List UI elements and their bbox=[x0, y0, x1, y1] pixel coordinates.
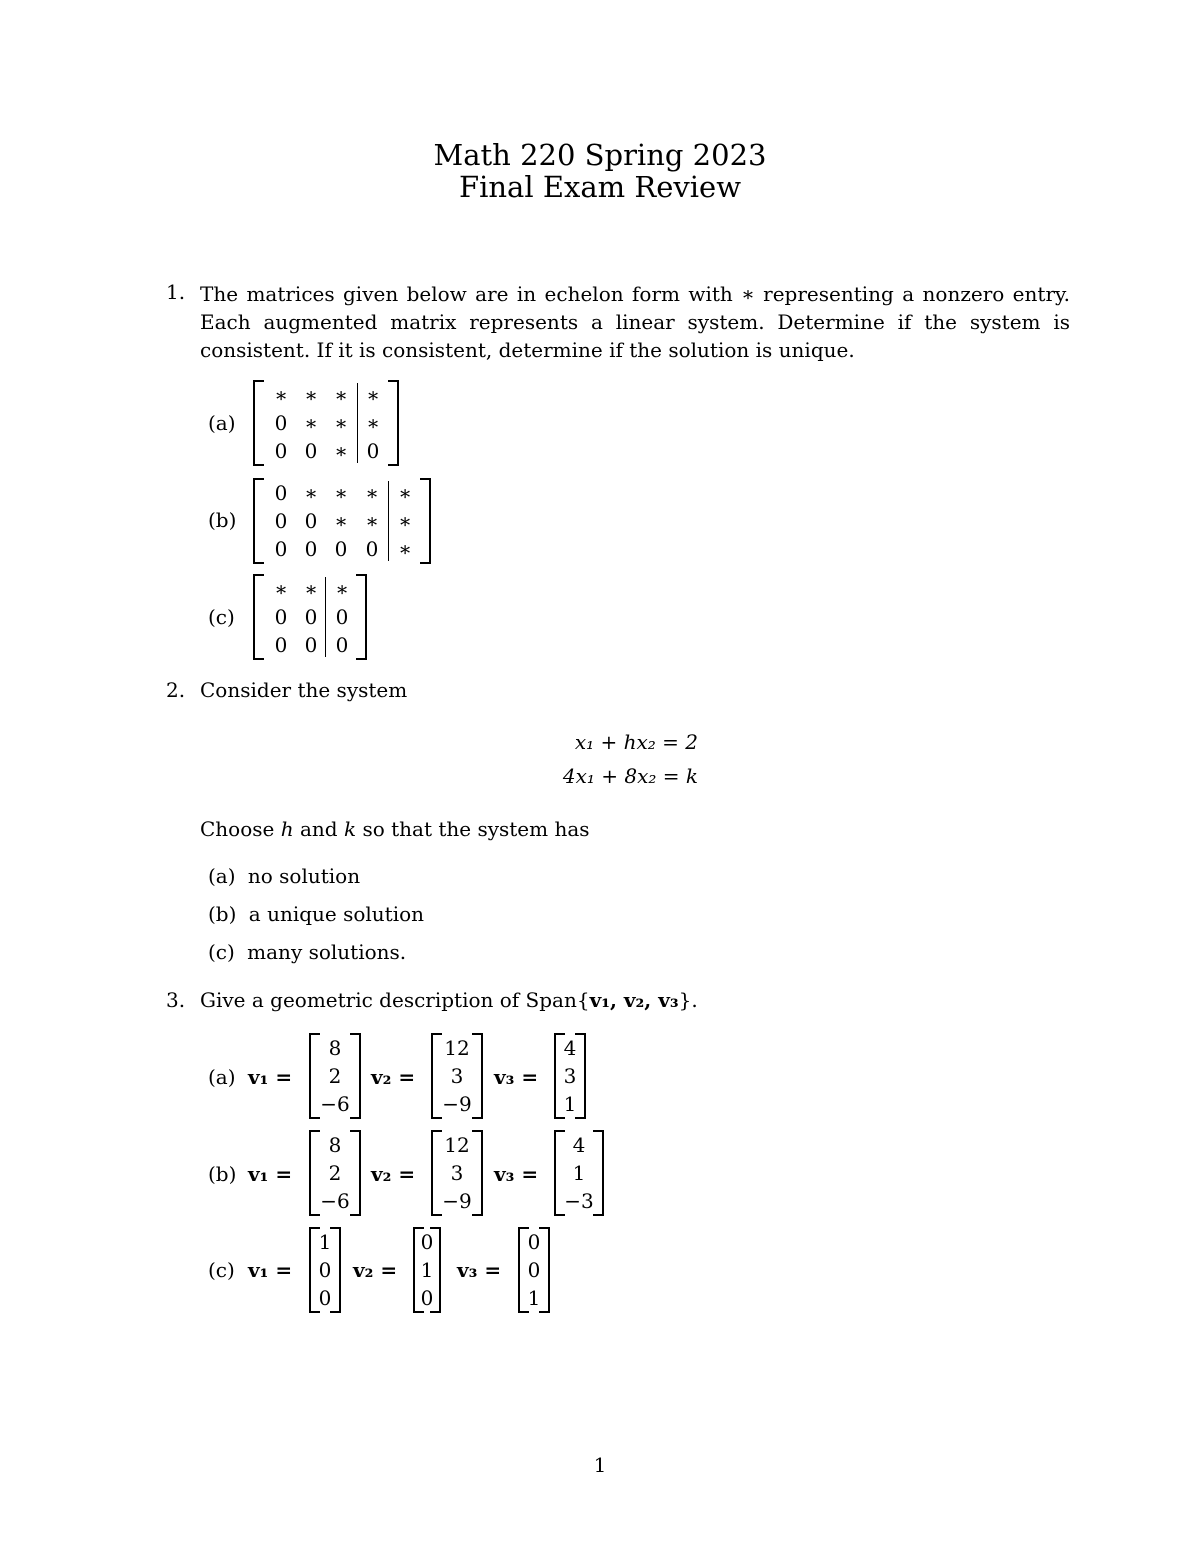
vector-entry: 12 bbox=[444, 1133, 470, 1157]
matrix-entry: ∗ bbox=[398, 509, 412, 533]
matrix-entry: 0 bbox=[304, 439, 318, 463]
q3a-v1-vector bbox=[309, 1033, 361, 1119]
matrix-entry: ∗ bbox=[334, 439, 348, 463]
q2-option-c bbox=[208, 940, 406, 964]
matrix-entry: ∗ bbox=[365, 481, 379, 505]
prompt-and: and bbox=[299, 817, 338, 841]
q3c-v1-vector bbox=[309, 1227, 341, 1313]
q3c-v2-vector bbox=[413, 1227, 441, 1313]
matrix-entry: 0 bbox=[365, 537, 379, 561]
vector-entry: −6 bbox=[320, 1189, 350, 1213]
vector-entry: 0 bbox=[318, 1258, 332, 1282]
matrix-entry: 0 bbox=[334, 537, 348, 561]
vector-entry: −9 bbox=[442, 1092, 472, 1116]
vector-entry: 0 bbox=[420, 1286, 434, 1310]
matrix-entry: ∗ bbox=[334, 411, 348, 435]
matrix-entry: ∗ bbox=[365, 509, 379, 533]
prompt-choose: Choose bbox=[200, 817, 275, 841]
vector-entry: 0 bbox=[527, 1258, 541, 1282]
q1-part-c-label: (c) bbox=[208, 605, 235, 629]
vector-entry: 3 bbox=[450, 1064, 464, 1088]
q3c-v3-label: v₃ = bbox=[457, 1258, 502, 1282]
question-2-intro: Consider the system bbox=[200, 678, 408, 702]
q3-part-a-label: (a) bbox=[208, 1065, 236, 1089]
question-2-number: 2. bbox=[166, 678, 186, 702]
vector-entry: 8 bbox=[328, 1133, 342, 1157]
q2-option-a bbox=[208, 864, 360, 888]
option-text: many solutions. bbox=[247, 940, 407, 964]
page-subtitle: Final Exam Review bbox=[458, 170, 742, 204]
q3-text-end: }. bbox=[678, 988, 698, 1012]
option-text: a unique solution bbox=[248, 902, 425, 926]
option-label: (a) bbox=[208, 864, 236, 888]
q3a-v1-label: v₁ = bbox=[248, 1065, 293, 1089]
matrix-entry: ∗ bbox=[334, 509, 348, 533]
matrix-entry: ∗ bbox=[304, 383, 318, 407]
matrix-entry: ∗ bbox=[334, 383, 348, 407]
matrix-entry: ∗ bbox=[334, 481, 348, 505]
q3-text-vectors: v₁, v₂, v₃ bbox=[589, 988, 679, 1012]
page-title: Math 220 Spring 2023 bbox=[433, 138, 767, 172]
question-1-number: 1. bbox=[166, 280, 186, 304]
matrix-entry: 0 bbox=[304, 537, 318, 561]
question-3-number: 3. bbox=[166, 988, 186, 1012]
q1-matrix-b bbox=[253, 478, 431, 564]
q3b-v1-vector bbox=[309, 1130, 361, 1216]
q1-matrix-c bbox=[253, 574, 367, 660]
vector-entry: 1 bbox=[318, 1230, 332, 1254]
matrix-entry: 0 bbox=[366, 439, 380, 463]
matrix-entry: 0 bbox=[304, 605, 318, 629]
equation-1: x₁ + hx₂ = 2 bbox=[574, 730, 698, 754]
vector-entry: 12 bbox=[444, 1036, 470, 1060]
matrix-entry: 0 bbox=[274, 537, 288, 561]
q3c-v1-label: v₁ = bbox=[248, 1258, 293, 1282]
vector-entry: −6 bbox=[320, 1092, 350, 1116]
matrix-entry: ∗ bbox=[366, 411, 380, 435]
question-2-prompt bbox=[200, 817, 590, 841]
q3c-v3-vector bbox=[518, 1227, 550, 1313]
matrix-entry: ∗ bbox=[398, 481, 412, 505]
question-3-text bbox=[200, 988, 698, 1012]
q3b-v1-label: v₁ = bbox=[248, 1162, 293, 1186]
matrix-entry: ∗ bbox=[398, 537, 412, 561]
q1-matrix-a bbox=[253, 380, 399, 466]
matrix-entry: 0 bbox=[304, 509, 318, 533]
prompt-rest: so that the system has bbox=[362, 817, 590, 841]
var-h: h bbox=[280, 817, 294, 841]
matrix-entry: 0 bbox=[274, 605, 288, 629]
matrix-entry: ∗ bbox=[274, 577, 288, 601]
q3-part-c-label: (c) bbox=[208, 1258, 235, 1282]
q3b-v2-label: v₂ = bbox=[371, 1162, 416, 1186]
vector-entry: 0 bbox=[527, 1230, 541, 1254]
matrix-entry: ∗ bbox=[366, 383, 380, 407]
vector-entry: 0 bbox=[318, 1286, 332, 1310]
matrix-entry: 0 bbox=[335, 633, 349, 657]
q3a-v3-vector bbox=[554, 1033, 586, 1119]
matrix-entry: 0 bbox=[274, 481, 288, 505]
option-label: (b) bbox=[208, 902, 237, 926]
vector-entry: 1 bbox=[420, 1258, 434, 1282]
vector-entry: 2 bbox=[328, 1161, 342, 1185]
vector-entry: 2 bbox=[328, 1064, 342, 1088]
q3c-v2-label: v₂ = bbox=[353, 1258, 398, 1282]
matrix-entry: ∗ bbox=[304, 577, 318, 601]
vector-entry: 4 bbox=[572, 1133, 586, 1157]
q2-option-b bbox=[208, 902, 424, 926]
vector-entry: −9 bbox=[442, 1189, 472, 1213]
q3a-v2-vector bbox=[431, 1033, 483, 1119]
q3a-v2-label: v₂ = bbox=[371, 1065, 416, 1089]
vector-entry: 1 bbox=[572, 1161, 586, 1185]
vector-entry: 3 bbox=[563, 1064, 577, 1088]
vector-entry: −3 bbox=[564, 1189, 594, 1213]
vector-entry: 0 bbox=[420, 1230, 434, 1254]
var-k: k bbox=[343, 817, 357, 841]
option-label: (c) bbox=[208, 940, 235, 964]
q3b-v3-vector bbox=[554, 1130, 604, 1216]
vector-entry: 4 bbox=[563, 1036, 577, 1060]
matrix-entry: 0 bbox=[274, 509, 288, 533]
page-number: 1 bbox=[593, 1453, 607, 1477]
q1-part-a-label: (a) bbox=[208, 411, 236, 435]
vector-entry: 1 bbox=[527, 1286, 541, 1310]
q3-text-start: Give a geometric description of Span{ bbox=[200, 988, 590, 1012]
matrix-entry: ∗ bbox=[304, 411, 318, 435]
vector-entry: 1 bbox=[563, 1092, 577, 1116]
equation-2: 4x₁ + 8x₂ = k bbox=[562, 764, 698, 788]
option-text: no solution bbox=[247, 864, 361, 888]
matrix-entry: ∗ bbox=[304, 481, 318, 505]
q3-part-b-label: (b) bbox=[208, 1162, 237, 1186]
matrix-entry: ∗ bbox=[274, 383, 288, 407]
matrix-entry: ∗ bbox=[335, 577, 349, 601]
matrix-entry: 0 bbox=[274, 633, 288, 657]
q1-part-b-label: (b) bbox=[208, 508, 237, 532]
matrix-entry: 0 bbox=[274, 439, 288, 463]
vector-entry: 3 bbox=[450, 1161, 464, 1185]
question-1-text: The matrices given below are in echelon form with ∗ representing a nonzero entry. Each augmented matrix represents a linear system. Determine if the system is consistent. If it is consistent, determine if the solution is unique. bbox=[200, 282, 1070, 362]
matrix-entry: 0 bbox=[335, 605, 349, 629]
vector-entry: 8 bbox=[328, 1036, 342, 1060]
q3b-v2-vector bbox=[431, 1130, 483, 1216]
matrix-entry: 0 bbox=[274, 411, 288, 435]
q3b-v3-label: v₃ = bbox=[494, 1162, 539, 1186]
q3a-v3-label: v₃ = bbox=[494, 1065, 539, 1089]
matrix-entry: 0 bbox=[304, 633, 318, 657]
